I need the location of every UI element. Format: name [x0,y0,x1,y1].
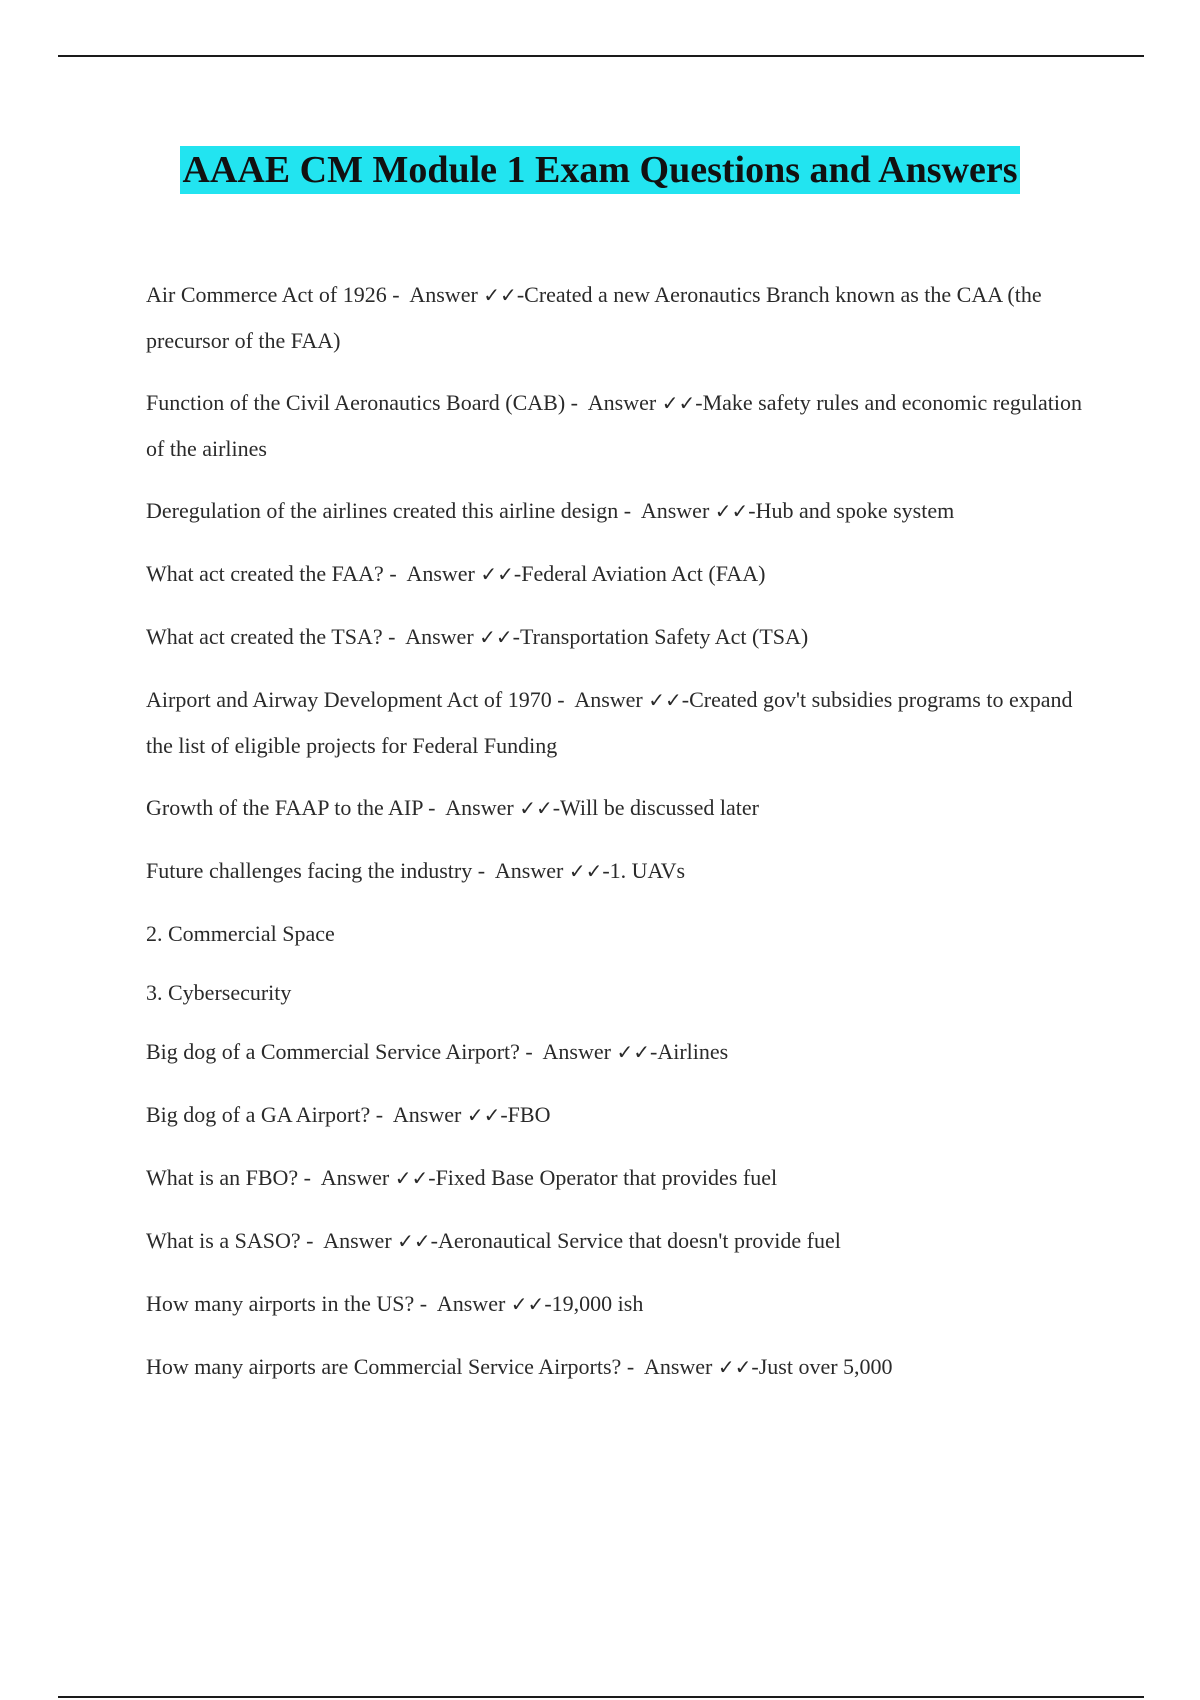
question-text: What is an FBO? [146,1165,299,1190]
document-title: AAAE CM Module 1 Exam Questions and Answers [180,146,1019,194]
check-mark-icon: ✓✓ [483,283,517,307]
qa-entry: What is a SASO? - Answer ✓✓-Aeronautical Service that doesn't provide fuel [146,1228,841,1253]
question-text: Deregulation of the airlines created this airline design [146,498,619,523]
qa-entry: What act created the FAA? - Answer ✓✓-Federal Aviation Act (FAA) [146,561,766,586]
answer-text: 19,000 ish [551,1291,644,1316]
answer-label: Answer [542,1039,611,1064]
qa-entry: What act created the TSA? - Answer ✓✓-Transportation Safety Act (TSA) [146,624,809,649]
check-mark-icon: ✓✓ [466,1103,501,1127]
footer-rule [58,1696,1144,1698]
question-text: Function of the Civil Aeronautics Board (CAB) [146,390,566,415]
answer-text: Will be discussed later [560,795,759,820]
answer-label: Answer [640,498,710,523]
qa-entry: Big dog of a Commercial Service Airport? - Answer ✓✓-Airlines [146,1039,729,1064]
check-mark-icon: ✓✓ [479,625,513,649]
check-mark-icon: ✓✓ [661,391,696,415]
qa-entry: What is an FBO? - Answer ✓✓-Fixed Base Operator that provides fuel [146,1165,778,1190]
answer-text: Just over 5,000 [758,1354,893,1379]
qa-entry: Airport and Airway Development Act of 1970 - Answer ✓✓-Created gov't subsidies programs to expand the list of eligible projects for Federal Funding [146,687,1073,758]
question-text: Big dog of a Commercial Service Airport? [146,1039,520,1064]
answer-label: Answer [643,1354,713,1379]
question-text: Big dog of a GA Airport? [146,1102,371,1127]
check-mark-icon: ✓✓ [394,1166,429,1190]
question-text: Growth of the FAAP to the AIP [146,795,423,820]
answer-label: Answer [445,795,514,820]
check-mark-icon: ✓✓ [510,1292,545,1316]
check-mark-icon: ✓✓ [568,859,603,883]
question-text: What act created the FAA? [146,561,384,586]
answer-text: Aeronautical Service that doesn't provide fuel [438,1228,841,1253]
answer-label: Answer [587,390,657,415]
check-mark-icon: ✓✓ [648,688,682,712]
qa-entry: Function of the Civil Aeronautics Board (CAB) - Answer ✓✓-Make safety rules and economic regulation of the airlines [146,390,1082,461]
question-text: What is a SASO? [146,1228,301,1253]
title-container [0,146,1200,194]
check-mark-icon: ✓✓ [616,1040,650,1064]
answer-text: Federal Aviation Act (FAA) [521,561,766,586]
question-text: How many airports in the US? [146,1291,415,1316]
check-mark-icon: ✓✓ [397,1229,431,1253]
answer-text: 1. UAVs [609,858,686,883]
check-mark-icon: ✓✓ [519,796,553,820]
answer-text: FBO [507,1102,551,1127]
check-mark-icon: ✓✓ [480,562,514,586]
check-mark-icon: ✓✓ [714,499,749,523]
answer-label: Answer [494,858,564,883]
qa-entry: Future challenges facing the industry - Answer ✓✓-1. UAVs [146,858,686,883]
qa-entry: Big dog of a GA Airport? - Answer ✓✓-FBO [146,1102,551,1127]
answer-label: Answer [405,624,474,649]
qa-entry: Air Commerce Act of 1926 - Answer ✓✓-Created a new Aeronautics Branch known as the CAA (the precursor of the FAA) [146,282,1042,353]
question-text: How many airports are Commercial Service Airports? [146,1354,622,1379]
answer-text: Transportation Safety Act (TSA) [520,624,809,649]
answer-label: Answer [323,1228,392,1253]
answer-text: Hub and spoke system [755,498,955,523]
check-mark-icon: ✓✓ [717,1355,752,1379]
question-text: Airport and Airway Development Act of 1970 [146,687,552,712]
question-text: Air Commerce Act of 1926 [146,282,387,307]
answer-label: Answer [320,1165,390,1190]
list-item: 2. Commercial Space [146,921,335,946]
question-text: What act created the TSA? [146,624,383,649]
header-rule [58,55,1144,57]
qa-entry: How many airports in the US? - Answer ✓✓-19,000 ish [146,1291,644,1316]
answer-text: Created gov't subsidies programs to expand the list of eligible projects for Federal Funding [146,687,1073,758]
qa-list [146,272,1086,1407]
list-item: 3. Cybersecurity [146,980,292,1005]
answer-label: Answer [406,561,475,586]
qa-entry: How many airports are Commercial Service Airports? - Answer ✓✓-Just over 5,000 [146,1354,893,1379]
question-text: Future challenges facing the industry [146,858,473,883]
qa-entry: Growth of the FAAP to the AIP - Answer ✓✓-Will be discussed later [146,795,759,820]
answer-label: Answer [436,1291,506,1316]
qa-entry: Deregulation of the airlines created this airline design - Answer ✓✓-Hub and spoke system [146,498,955,523]
answer-text: Created a new Aeronautics Branch known as the CAA (the precursor of the FAA) [146,282,1042,353]
answer-text: Airlines [657,1039,729,1064]
answer-label: Answer [409,282,478,307]
answer-text: Fixed Base Operator that provides fuel [435,1165,778,1190]
answer-label: Answer [574,687,643,712]
answer-label: Answer [392,1102,462,1127]
answer-text: Make safety rules and economic regulation of the airlines [146,390,1082,461]
